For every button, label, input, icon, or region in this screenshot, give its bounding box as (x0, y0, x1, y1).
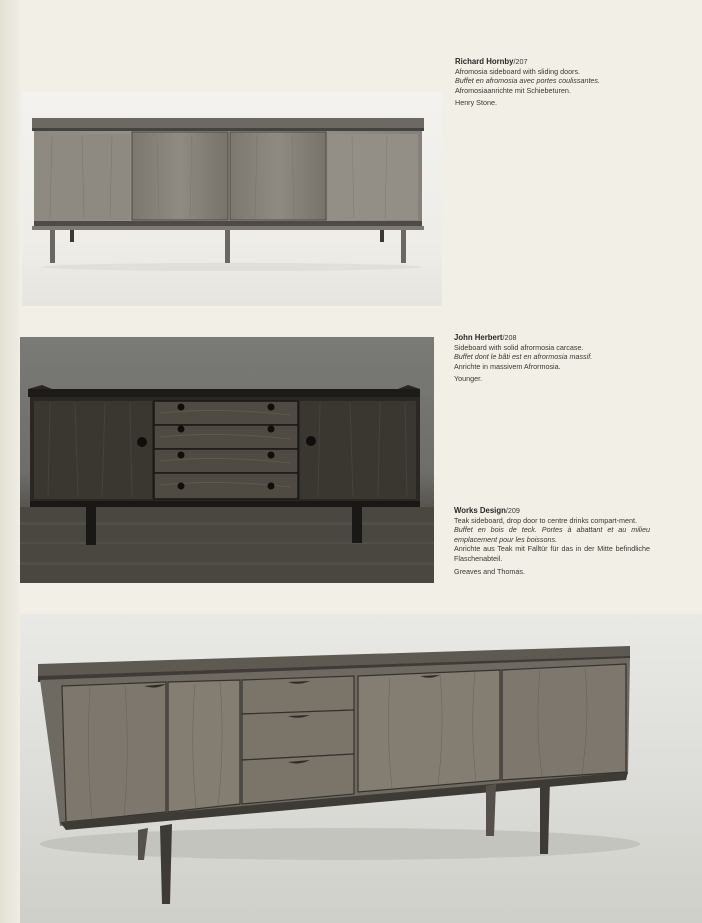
description-french: Buffet dont le bâti est en afrormosia massif. (454, 352, 593, 362)
description-german: Anrichte aus Teak mit Falltür für das in der Mitte befindliche Flaschenabteil. (454, 544, 650, 563)
manufacturer: Greaves and Thomas. (454, 566, 525, 576)
manufacturer: Henry Stone. (455, 98, 497, 108)
description-english: Afromosia sideboard with sliding doors. (455, 66, 581, 76)
designer-name: Richard Hornby (455, 57, 514, 66)
sideboard-209-illustration (20, 614, 702, 923)
description-english: Sideboard with solid afrormosia carcase. (454, 342, 584, 352)
photo-herbert-sideboard (20, 337, 434, 583)
page-binding-edge (0, 0, 20, 923)
item-number: /207 (513, 57, 528, 66)
designer-name: John Herbert (454, 333, 503, 342)
photo-works-design-sideboard (20, 614, 702, 923)
description-english: Teak sideboard, drop door to centre drinks compart-ment. (454, 515, 637, 525)
item-number: /208 (502, 333, 517, 342)
description-french: Buffet en bois de teck. Portes à abattant et au milieu emplacement pour les boissons. (454, 525, 650, 544)
photo-hornby-sideboard (22, 92, 442, 306)
manufacturer: Younger. (454, 374, 483, 384)
sideboard-208-illustration (20, 337, 434, 583)
sideboard-207-illustration (22, 92, 442, 306)
caption-209 (454, 506, 650, 576)
caption-207 (455, 57, 655, 108)
designer-name: Works Design (454, 506, 506, 515)
caption-208 (454, 333, 654, 384)
description-german: Anrichte in massivem Afrormosia. (454, 361, 561, 371)
description-german: Afromosiaanrichte mit Schiebeturen. (455, 85, 571, 95)
description-french: Buffet en afromosia avec portes coulissantes. (455, 76, 601, 86)
item-number: /209 (505, 506, 520, 515)
